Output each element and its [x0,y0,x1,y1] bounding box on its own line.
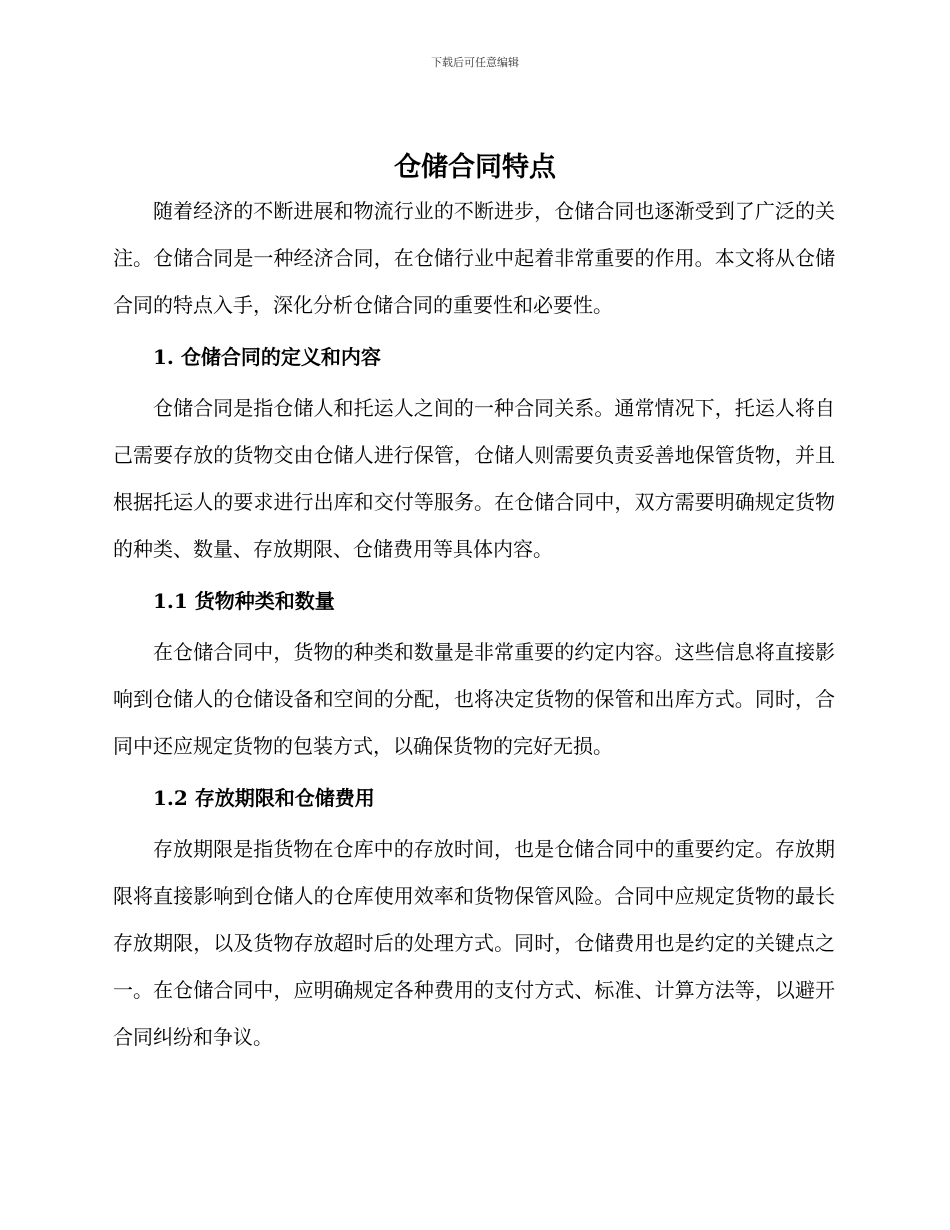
section-body-storage-period-fees: 存放期限是指货物在仓库中的存放时间，也是仓储合同中的重要约定。存放期限将直接影响到仓储人的仓库使用效率和货物保管风险。合同中应规定货物的最长存放期限，以及货物存放超时后的处理方式。同时，仓储费用也是约定的关键点之一。在仓储合同中，应明确规定各种费用的支付方式、标准、计算方法等，以避开合同纠纷和争议。 [113,837,835,1049]
document-title: 仓储合同特点 [394,152,556,183]
section-body-goods-type-quantity: 在仓储合同中，货物的种类和数量是非常重要的约定内容。这些信息将直接影响到仓储人的仓储设备和空间的分配，也将决定货物的保管和出库方式。同时，合同中还应规定货物的包装方式，以确保货物的完好无损。 [113,640,835,758]
section-body-definition: 仓储合同是指仓储人和托运人之间的一种合同关系。通常情况下，托运人将自己需要存放的货物交由仓储人进行保管，仓储人则需要负责妥善地保管货物，并且根据托运人的要求进行出库和交付等服务。在仓储合同中，双方需要明确规定货物的种类、数量、存放期限、仓储费用等具体内容。 [113,396,835,561]
section-heading-goods-type-quantity: 1.1 货物种类和数量 [153,589,335,613]
intro-paragraph: 随着经济的不断进展和物流行业的不断进步，仓储合同也逐渐受到了广泛的关注。仓储合同是一种经济合同，在仓储行业中起着非常重要的作用。本文将从仓储合同的特点入手，深化分析仓储合同的重要性和必要性。 [113,199,835,317]
header-note: 下载后可任意编辑 [431,56,519,69]
section-heading-definition: 1. 仓储合同的定义和内容 [153,345,381,369]
section-heading-storage-period-fees: 1.2 存放期限和仓储费用 [153,786,375,810]
document-body [113,188,835,1061]
